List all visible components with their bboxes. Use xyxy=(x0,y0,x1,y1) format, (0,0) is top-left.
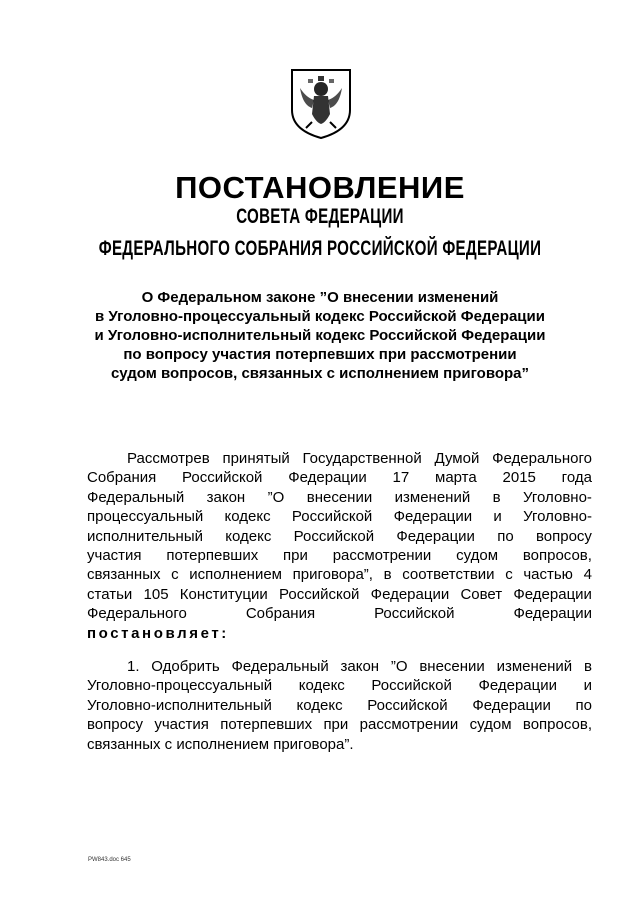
document-code: PW843.doc 645 xyxy=(88,857,131,863)
subject-line: и Уголовно-исполнительный кодекс Российской Федерации xyxy=(94,327,546,344)
body-line xyxy=(87,735,592,754)
body-line: связанных с исполнением приговора”, в соответствии с частью 4 xyxy=(87,566,592,584)
body-line: участия потерпевших при рассмотрении судом вопросов, xyxy=(87,547,592,565)
preamble-paragraph xyxy=(87,449,592,643)
body-line: Собрания Российской Федерации 17 марта 2015 года xyxy=(87,469,592,487)
document-subject xyxy=(60,288,580,383)
document-title: ПОСТАНОВЛЕНИЕ xyxy=(175,170,465,205)
issuer-line-1: СОВЕТА ФЕДЕРАЦИИ xyxy=(236,205,404,228)
body-line: Уголовно-процессуальный кодекс Российской Федерации и xyxy=(87,677,592,695)
body-line: 1. Одобрить Федеральный закон ”О внесении изменений в xyxy=(127,658,592,675)
body-line: статьи 105 Конституции Российской Федерации Совет Федерации xyxy=(87,585,592,603)
body-line: Уголовно-исполнительный кодекс Российской Федерации по xyxy=(87,696,592,714)
issuer-line-2: ФЕДЕРАЛЬНОГО СОБРАНИЯ РОССИЙСКОЙ ФЕДЕРАЦИИ xyxy=(98,237,542,260)
subject-line: судом вопросов, связанных с исполнением приговора” xyxy=(110,365,530,382)
body-line: Федерального Собрания Российской Федерации xyxy=(87,605,592,623)
subject-line: по вопросу участия потерпевших при рассмотрении xyxy=(123,346,517,363)
body-line-text: связанных с исполнением приговора”. xyxy=(87,735,354,753)
body-line: вопросу участия потерпевших при рассмотрении судом вопросов, xyxy=(87,716,592,734)
body-line: исполнительный кодекс Российской Федерации по вопросу xyxy=(87,527,592,545)
clause-1-paragraph xyxy=(87,657,592,754)
decree-line xyxy=(87,624,592,643)
body-line: Рассмотрев принятый Государственной Думой Федерального xyxy=(127,450,592,467)
subject-line: в Уголовно-процессуальный кодекс Российской Федерации xyxy=(95,308,545,325)
decree-word: постановляет: xyxy=(87,624,229,642)
body-line: Федеральный закон ”О внесении изменений в Уголовно- xyxy=(87,488,592,506)
body-line: процессуальный кодекс Российской Федерации и Уголовно- xyxy=(87,508,592,526)
subject-line: О Федеральном законе ”О внесении изменений xyxy=(141,289,499,306)
coat-of-arms-icon xyxy=(288,66,354,140)
